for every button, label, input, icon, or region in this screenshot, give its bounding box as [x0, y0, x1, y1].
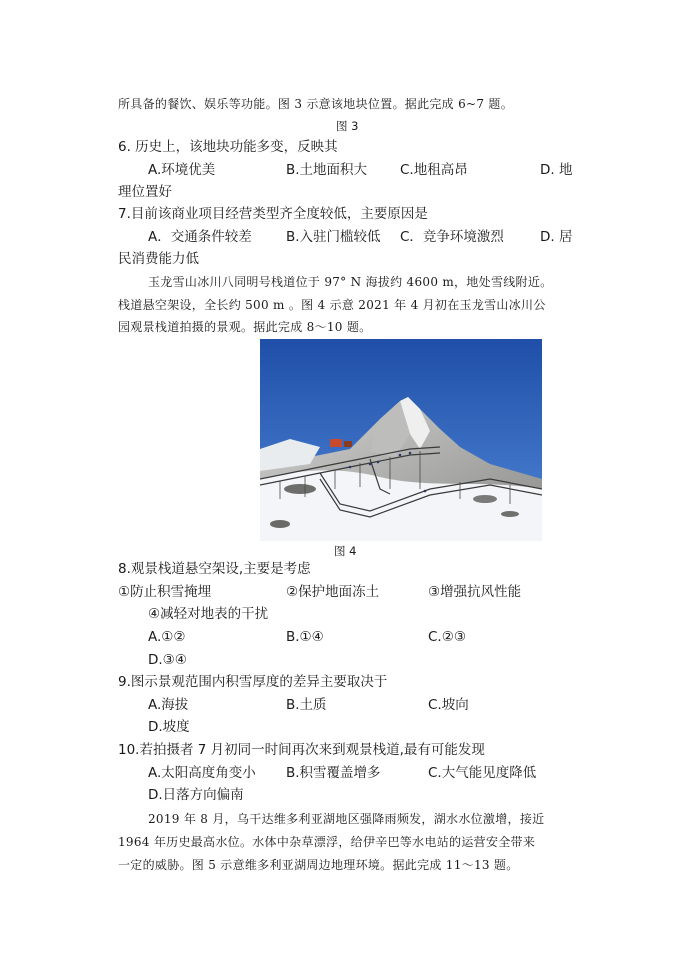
q6-option-c[interactable]: C.地租高昂 — [400, 162, 468, 178]
q9-option-b[interactable]: B.土质 — [286, 697, 327, 713]
passage-3-line-3: 一定的威胁。图 5 示意维多利亚湖周边地理环境。据此完成 11～13 题。 — [118, 858, 519, 872]
q10-option-c[interactable]: C.大气能见度降低 — [428, 765, 537, 781]
q7-option-c[interactable]: C．竞争环境激烈 — [400, 229, 504, 245]
intro-tail-text: 所具备的餐饮、娱乐等功能。图 3 示意该地块位置。据此完成 6~7 题。 — [118, 97, 514, 111]
q9-option-d[interactable]: D.坡度 — [148, 719, 190, 735]
q8-item-4: ④减轻对地表的干扰 — [148, 606, 269, 622]
passage-2-line-2: 栈道悬空架设，全长约 500 m 。图 4 示意 2021 年 4 月初在玉龙雪山冰川公 — [118, 298, 546, 312]
figure-4-caption: 图 4 — [334, 544, 357, 558]
passage-2-line-1: 玉龙雪山冰川八同明号栈道位于 97° N 海拔约 4600 m，地处雪线附近。 — [148, 275, 553, 289]
q10-option-d[interactable]: D.日落方向偏南 — [148, 787, 244, 803]
q8-option-c[interactable]: C.②③ — [428, 629, 466, 645]
q6-option-d-wrap: 理位置好 — [118, 184, 172, 200]
q8-item-1: ①防止积雪掩埋 — [118, 584, 212, 600]
passage-2-line-3: 园观景栈道拍摄的景观。据此完成 8～10 题。 — [118, 320, 372, 334]
question-6-stem: 6. 历史上，该地块功能多变，反映其 — [118, 139, 338, 155]
q6-option-d[interactable]: D. 地 — [540, 162, 573, 178]
q9-option-c[interactable]: C.坡向 — [428, 697, 469, 713]
q7-option-b[interactable]: B.入驻门槛较低 — [286, 229, 381, 245]
figure-3-caption: 图 3 — [336, 119, 359, 133]
q8-option-d[interactable]: D.③④ — [148, 652, 187, 668]
q10-option-b[interactable]: B.积雪覆盖增多 — [286, 765, 381, 781]
q7-option-d-wrap: 民消费能力低 — [118, 251, 199, 267]
q6-option-b[interactable]: B.土地面积大 — [286, 162, 368, 178]
q10-option-a[interactable]: A.太阳高度角变小 — [148, 765, 256, 781]
glacier-boardwalk-illustration — [260, 339, 542, 541]
question-7-stem: 7.目前该商业项目经营类型齐全度较低，主要原因是 — [118, 206, 428, 222]
question-8-stem: 8.观景栈道悬空架设,主要是考虑 — [118, 561, 311, 577]
q9-option-a[interactable]: A.海拔 — [148, 697, 189, 713]
question-9-stem: 9.图示景观范围内积雪厚度的差异主要取决于 — [118, 674, 388, 690]
q8-item-2: ②保护地面冻土 — [286, 584, 380, 600]
q8-item-3: ③增强抗风性能 — [428, 584, 522, 600]
figure-4-photo — [260, 339, 542, 541]
q8-option-a[interactable]: A.①② — [148, 629, 186, 645]
passage-3-line-2: 1964 年历史最高水位。水体中杂草漂浮，给伊辛巴等水电站的运营安全带来 — [118, 835, 536, 849]
q7-option-a[interactable]: A．交通条件较差 — [148, 229, 252, 245]
q7-option-d[interactable]: D. 居 — [540, 229, 573, 245]
passage-3-line-1: 2019 年 8 月，乌干达维多利亚湖地区强降雨频发，湖水水位激增，接近 — [148, 812, 545, 826]
question-10-stem: 10.若拍摄者 7 月初同一时间再次来到观景栈道,最有可能发现 — [118, 742, 485, 758]
q8-option-b[interactable]: B.①④ — [286, 629, 324, 645]
q6-option-a[interactable]: A.环境优美 — [148, 162, 216, 178]
